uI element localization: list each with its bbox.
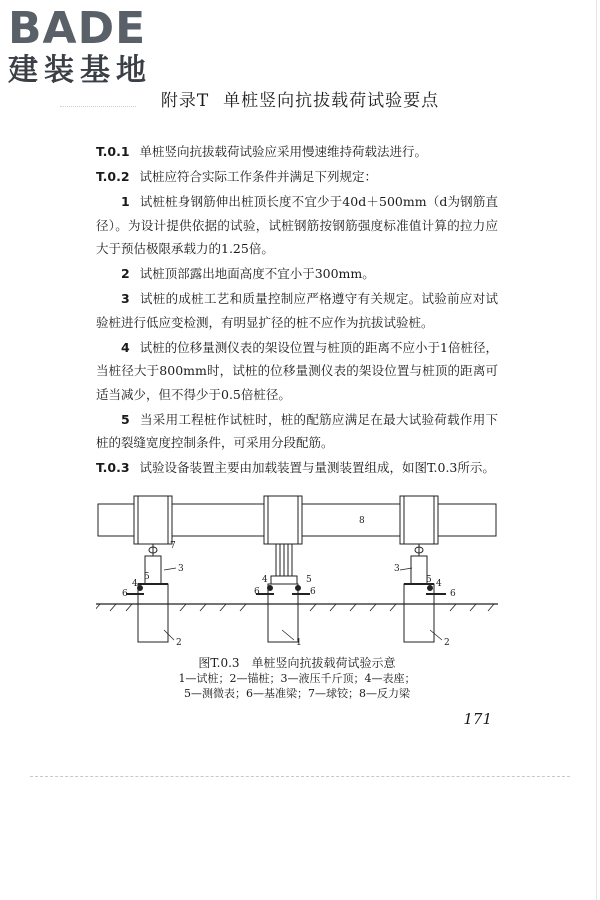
clause-text: 试验设备装置主要由加载装置与量测装置组成，如图T.0.3所示。 xyxy=(139,460,495,475)
item-number: 3 xyxy=(121,291,130,306)
scan-artifact xyxy=(30,776,570,777)
test-setup-diagram xyxy=(96,490,498,652)
clause-number: T.0.1 xyxy=(96,144,130,159)
dial-gauge xyxy=(138,586,143,591)
dial-gauge xyxy=(296,586,301,591)
item-text: 当采用工程桩作试桩时，桩的配筋应满足在最大试验荷载作用下桩的裂缝宽度控制条件，可采用分段配筋。 xyxy=(96,411,498,450)
clause-t01 xyxy=(96,140,498,164)
label-5-right: 5 xyxy=(426,575,432,585)
label-3: 3 xyxy=(178,564,184,574)
item-text: 试桩顶部露出地面高度不宜小于300mm。 xyxy=(139,266,375,281)
label-5: 5 xyxy=(144,572,150,582)
label-8: 8 xyxy=(359,516,365,526)
figure-legend-2: 5—测微表；6—基准梁；7—球铰；8—反力梁 xyxy=(184,687,410,700)
anchor-pile-right xyxy=(404,584,434,642)
label-2-left: 2 xyxy=(176,638,182,648)
item-number: 1 xyxy=(121,194,130,209)
test-pile-cap xyxy=(264,496,302,544)
clause-body xyxy=(96,140,498,481)
figure-caption xyxy=(96,656,498,701)
item-3 xyxy=(96,287,498,334)
label-2-right: 2 xyxy=(444,638,450,648)
label-1: 1 xyxy=(296,638,302,648)
logo-subtitle: 建装基地 xyxy=(8,53,152,88)
page-edge xyxy=(596,0,597,900)
label-6-center: 6 xyxy=(254,587,260,597)
item-1 xyxy=(96,190,498,261)
label-3-right: 3 xyxy=(394,564,400,574)
label-5-center: 5 xyxy=(306,575,312,585)
jack-right xyxy=(411,556,427,584)
page-title xyxy=(0,86,600,111)
item-number: 5 xyxy=(121,411,130,427)
label-6-center-right: 6 xyxy=(310,587,316,597)
clause-text: 单桩竖向抗拔载荷试验应采用慢速维持荷载法进行。 xyxy=(139,144,428,159)
item-2 xyxy=(96,262,498,286)
figure-legend-1: 1—试桩；2—锚桩；3—液压千斤顶；4—表座； xyxy=(178,672,416,685)
dial-gauge xyxy=(428,586,433,591)
item-number: 2 xyxy=(121,266,130,281)
clause-text: 试桩应符合实际工作条件并满足下列规定： xyxy=(139,169,378,184)
label-6-right: 6 xyxy=(450,589,456,599)
clause-number: T.0.2 xyxy=(96,169,130,184)
anchor-pile-left xyxy=(138,584,168,642)
anchor-cap-left xyxy=(134,496,172,544)
label-7: 7 xyxy=(170,541,176,551)
label-6: 6 xyxy=(122,589,128,599)
logo xyxy=(8,3,178,88)
page-number: 171 xyxy=(463,710,492,728)
item-text: 试桩桩身钢筋伸出桩顶长度不宜少于40d＋500mm（d为钢筋直径）。为设计提供依据的试验，试桩钢筋按钢筋强度标准值计算的拉力应大于预估极限承载力的1.25倍。 xyxy=(96,194,498,256)
label-4-right: 4 xyxy=(436,579,442,589)
appendix-code: 附录T xyxy=(160,91,210,111)
test-pile xyxy=(268,584,298,642)
clause-t03 xyxy=(96,456,498,480)
item-5 xyxy=(96,408,498,455)
pile-head xyxy=(271,576,297,584)
clause-number: T.0.3 xyxy=(96,460,130,475)
appendix-title: 单桩竖向抗拔载荷试验要点 xyxy=(223,91,440,111)
label-4: 4 xyxy=(132,579,138,589)
clause-t02 xyxy=(96,165,498,189)
anchor-cap-right xyxy=(400,496,438,544)
item-text: 试桩的成桩工艺和质量控制应严格遵守有关规定。试验前应对试验桩进行低应变检测，有明显扩径的桩不应作为抗拔试验桩。 xyxy=(96,291,498,330)
figure-title: 图T.0.3 单桩竖向抗拔载荷试验示意 xyxy=(198,656,396,670)
label-4-center: 4 xyxy=(262,575,268,585)
item-text: 试桩的位移量测仪表的架设位置与桩顶的距离不应小于1倍桩径，当桩径大于800mm时，试桩的位移量测仪表的架设位置与桩顶的距离可适当减少，但不得少于0.5倍桩径。 xyxy=(96,339,498,402)
logo-brand: BADE xyxy=(8,3,147,54)
item-4 xyxy=(96,336,498,407)
dial-gauge xyxy=(268,586,273,591)
item-number: 4 xyxy=(121,339,130,355)
figure-t03 xyxy=(96,490,498,656)
